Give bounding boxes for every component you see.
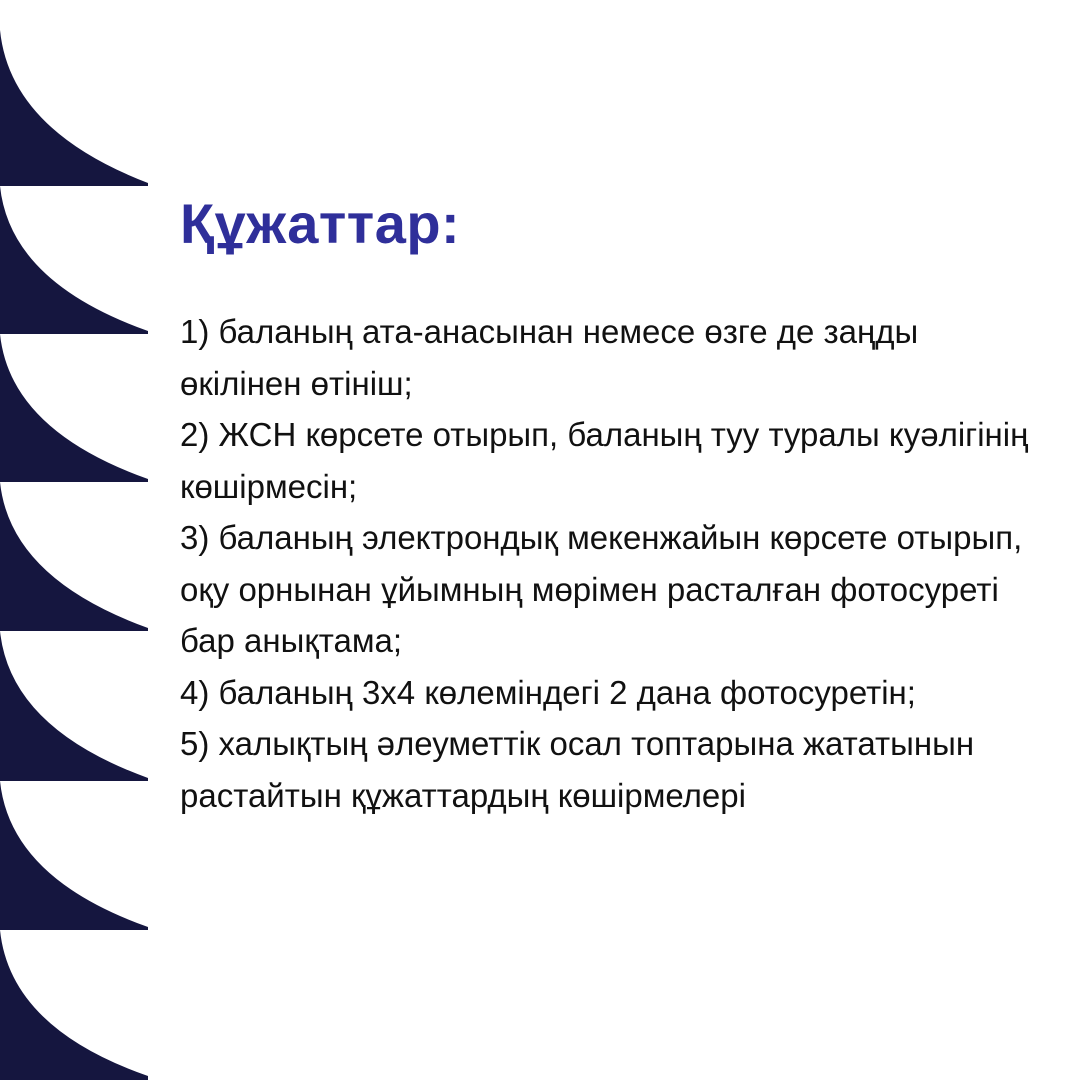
list-item: 5) халықтың әлеуметтік осал топтарына жататынын растайтын құжаттардың көшірмелері <box>180 725 975 814</box>
list-item: 1) баланың ата-анасынан немесе өзге де заңды өкілінен өтініш; <box>180 313 919 402</box>
documents-list <box>180 306 1040 821</box>
scallop-wave-decoration <box>0 0 160 1080</box>
list-item: 4) баланың 3х4 көлеміндегі 2 дана фотосуретін; <box>180 673 916 711</box>
list-item: 3) баланың электрондық мекенжайын көрсете отырып, оқу орнынан ұйымның мөрімен расталған фотосуреті бар анықтама; <box>180 519 1023 659</box>
page-title: Құжаттар: <box>180 192 461 255</box>
list-item: 2) ЖСН көрсете отырып, баланың туу туралы куәлігінің көшірмесін; <box>180 416 1029 505</box>
